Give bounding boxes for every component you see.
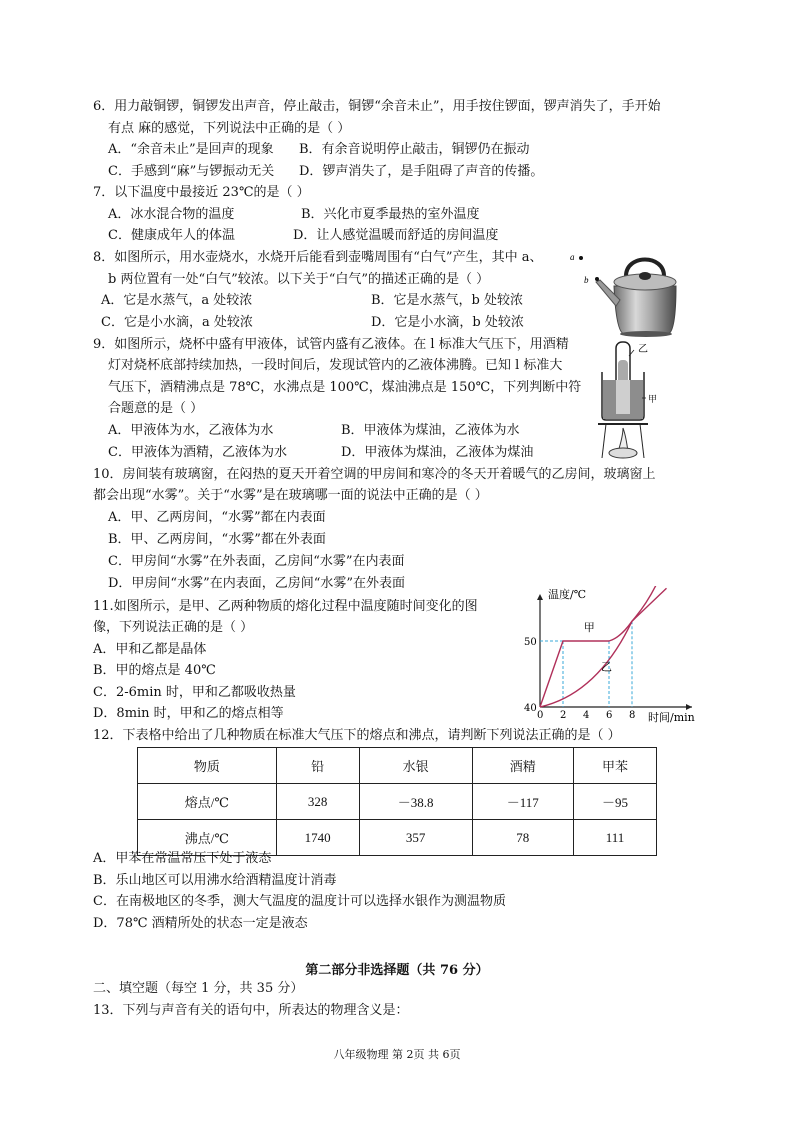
section-title: 二、填空题（每空 1 分，共 35 分）: [93, 981, 304, 996]
kettle-figure: [568, 246, 678, 338]
beaker-apparatus-figure: [596, 340, 666, 460]
y-tick-label: 40: [524, 703, 537, 714]
label-b: b: [584, 275, 589, 285]
q8-option-c: C．它是小水滴，a 处较浓: [101, 315, 253, 330]
q6-option-a: A．“余音未止”是回声的现象: [108, 142, 274, 157]
q10-option-b: B．甲、乙两房间，“水雾”都在外表面: [108, 532, 326, 547]
label-a: a: [570, 252, 575, 262]
q9-option-b: B．甲液体为煤油，乙液体为水: [341, 423, 520, 438]
table-row: [138, 784, 657, 820]
q9-option-d: D．甲液体为煤油，乙液体为煤油: [341, 445, 534, 460]
q9-option-c: C．甲液体为酒精，乙液体为水: [108, 445, 287, 460]
table-header-cell: 物质: [138, 748, 277, 784]
x-tick-label: 8: [629, 710, 636, 721]
y-axis-arrow: [537, 594, 543, 600]
label-yi: 乙: [638, 344, 648, 355]
table-header-cell: 甲苯: [573, 748, 656, 784]
q7-option-b: B．兴化市夏季最热的室外温度: [301, 207, 480, 222]
table-cell: 沸点/℃: [138, 820, 277, 856]
x-tick-label: 2: [560, 710, 567, 721]
series-line: [540, 586, 661, 707]
table-cell: －38.8: [359, 784, 472, 820]
properties-table: [137, 747, 657, 856]
q13-stem: 13．下列与声音有关的语句中，所表达的物理含义是：: [93, 1003, 409, 1018]
y-axis-label: 温度/℃: [548, 588, 587, 601]
x-tick-label: 0: [537, 710, 544, 721]
x-tick-label: 6: [606, 710, 613, 721]
q7-option-d: D．让人感觉温暖而舒适的房间温度: [293, 228, 499, 243]
q6-option-d: D．锣声消失了，是手阻碍了声音的传播。: [299, 164, 544, 179]
part2-title: 第二部分非选择题（共 76 分）: [305, 963, 489, 978]
q11-option-b: B．甲的熔点是 40℃: [93, 663, 216, 678]
q10-stem-line2: 都会出现“水雾”。关于“水雾”是在玻璃哪一面的说法中正确的是（ ）: [93, 488, 488, 503]
table-header-row: [138, 748, 657, 784]
q12-option-b: B．乐山地区可以用沸水给酒精温度计消毒: [93, 873, 337, 888]
q7-stem: 7．以下温度中最接近 23℃的是（ ）: [93, 185, 310, 200]
q11-stem-line1: 11.如图所示，是甲、乙两种物质的熔化过程中温度随时间变化的图: [93, 599, 478, 614]
q12-option-c: C．在南极地区的冬季，测大气温度的温度计可以选择水银作为测温物质: [93, 894, 506, 909]
q9-option-a: A．甲液体为水，乙液体为水: [108, 423, 274, 438]
table-cell: －95: [573, 784, 656, 820]
point-b: [595, 277, 599, 281]
q9-stem-line2: 灯对烧杯底部持续加热，一段时间后，发现试管内的乙液体沸腾。已知 l 标准大: [108, 358, 563, 373]
y-tick-label: 50: [524, 637, 537, 648]
melting-chart: [520, 586, 700, 726]
q12-stem: 12．下表格中给出了几种物质在标准大气压下的熔点和沸点，请判断下列说法正确的是（ ）: [93, 728, 621, 743]
table-header-cell: 水银: [359, 748, 472, 784]
series-label: 甲: [583, 621, 595, 635]
q8-option-a: A．它是水蒸气，a 处较浓: [101, 293, 253, 308]
q9-stem-line1: 9．如图所示，烧杯中盛有甲液体，试管内盛有乙液体。在 l 标准大气压下，用酒精: [93, 337, 569, 352]
q6-stem-line2: 有点 麻的感觉，下列说法中正确的是（ ）: [108, 121, 351, 136]
q10-option-d: D．甲房间“水雾”在内表面，乙房间“水雾”在外表面: [108, 576, 406, 591]
point-a: [579, 256, 583, 260]
table-cell: 78: [472, 820, 573, 856]
q10-option-a: A．甲、乙两房间，“水雾”都在内表面: [108, 510, 326, 525]
q8-option-d: D．它是小水滴，b 处较浓: [371, 315, 524, 330]
q10-stem-line1: 10．房间装有玻璃窗，在闷热的夏天开着空调的甲房间和寒冷的冬天开着暖气的乙房间，玻璃窗上: [93, 467, 656, 482]
q11-option-c: C．2-6min 时，甲和乙都吸收热量: [93, 685, 296, 700]
q9-stem-line4: 合题意的是（ ）: [108, 401, 204, 416]
page-footer: 八年级物理 第 2页 共 6页: [333, 1048, 461, 1061]
q11-option-a: A．甲和乙都是晶体: [93, 642, 207, 657]
table-cell: 111: [573, 820, 656, 856]
q8-option-b: B．它是水蒸气，b 处较浓: [371, 293, 524, 308]
q8-stem-line1: 8．如图所示，用水壶烧水，水烧开后能看到壶嘴周围有“白气”产生，其中 a、: [93, 250, 543, 265]
series-label: 乙: [600, 660, 612, 674]
x-axis-label: 时间/min: [648, 711, 695, 724]
table-header-cell: 铅: [276, 748, 359, 784]
q7-option-c: C．健康成年人的体温: [108, 228, 235, 243]
q11-option-d: D．8min 时，甲和乙的熔点相等: [93, 706, 284, 721]
q10-option-c: C．甲房间“水雾”在外表面，乙房间“水雾”在内表面: [108, 554, 405, 569]
table-header-cell: 酒精: [472, 748, 573, 784]
table-cell: 357: [359, 820, 472, 856]
q9-stem-line3: 气压下，酒精沸点是 78℃，水沸点是 100℃，煤油沸点是 150℃，下列判断中符: [108, 380, 582, 395]
table-cell: －117: [472, 784, 573, 820]
q7-option-a: A．冰水混合物的温度: [108, 207, 235, 222]
q6-stem-line1: 6．用力敲铜锣，铜锣发出声音，停止敲击，铜锣“余音未止”，用手按住锣面，锣声消失了，手开始: [93, 99, 661, 114]
table-cell: 1740: [276, 820, 359, 856]
label-jia: 甲: [648, 395, 658, 405]
q12-option-a: A．甲苯在常温常压下处于液态: [93, 851, 272, 866]
x-tick-label: 4: [583, 710, 590, 721]
series-line: [540, 588, 667, 707]
x-axis-arrow: [686, 704, 692, 710]
q8-stem-line2: b 两位置有一处“白气”较浓。以下关于“白气”的描述正确的是（ ）: [108, 272, 490, 287]
table-cell: 328: [276, 784, 359, 820]
q11-stem-line2: 像，下列说法正确的是（ ）: [93, 620, 254, 635]
q12-option-d: D．78℃ 酒精所处的状态一定是液态: [93, 916, 308, 931]
q6-option-b: B．有余音说明停止敲击，铜锣仍在振动: [299, 142, 530, 157]
table-cell: 熔点/℃: [138, 784, 277, 820]
q6-option-c: C．手感到“麻”与锣振动无关: [108, 164, 275, 179]
